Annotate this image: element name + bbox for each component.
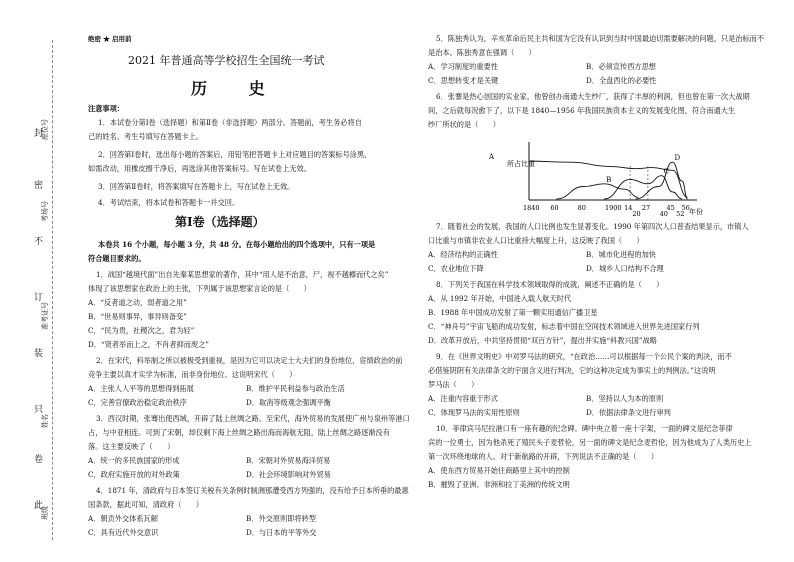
intro-line: 符合题目要求的。	[88, 254, 146, 263]
question-line: 第一次环绕地球的人。对于新航路的开辟，下列说法不正确的是（ ）	[428, 452, 659, 461]
chart-series-label: A	[489, 153, 495, 162]
option: A．主张人人平等的思想得到拓展	[88, 384, 194, 393]
option: C．思想转变才是关键	[428, 76, 499, 85]
chart-series-label: B	[606, 175, 612, 184]
notes-line: 2．回答第Ⅰ卷时，选出每小题的答案后，用铅笔把答题卡上对应题目的答案标号涂黑，	[98, 150, 372, 159]
question-line: 纱厂所状的是（ ）	[428, 120, 500, 129]
option: B．坚持以人为本的原则	[586, 394, 664, 403]
chart-tick-label: 56	[681, 204, 690, 212]
margin-field-label: 班级	[41, 506, 49, 520]
chart-series-line	[556, 184, 638, 199]
question-line: 5．陈独秀认为，辛亥革命后民主共和国为它没有认识到当时中国最迫切需要解决的问题，只是治标而不	[436, 34, 765, 43]
chart-series-label: D	[674, 154, 681, 163]
subject-title: 历 史	[191, 79, 283, 98]
notes-line: 3．回答第Ⅱ卷时，将答案填写在答题卡上，写在试卷上无效。	[98, 182, 295, 191]
chart-xlabel: 年份	[689, 208, 703, 216]
question-line: 口比重与市镇非农业人口比重持大幅度上升，这反映了我国（ ）	[428, 236, 644, 245]
question-line: 1．战国“越境代面”出自先秦某思想家的著作，其中“用人是不治意，尸，视不越樽而代之矣”	[96, 270, 389, 279]
option: D．城乡人口结构不合理	[586, 264, 664, 273]
margin-field-label: 考场号	[41, 201, 49, 222]
option: A．使东西方贸易开始往商路里上其中的控制	[428, 466, 570, 475]
question-line: 10．菲律宾马尼拉港口有一座有趣的纪念碑。碑中央立着一座十字架，一面的碑文是纪念菲律	[436, 424, 733, 433]
chart-tick-label: 27	[641, 204, 651, 212]
question-line: 7．随着社会的发展，我国的人口比例也发生显著变化。1990 年第四次人口普查结果显示，市镇人	[436, 222, 749, 231]
question-line: 体现了该思想家在政治上的主张，下列属于该思想家言论的是（ ）	[88, 284, 311, 293]
option: A．注重内容重于形式	[428, 394, 498, 403]
option: A．统一的多民族国家的形成	[88, 456, 180, 465]
intro-line: 本卷共 16 个小题，每小题 3 分，共 48 分。在每小题给出的四个选项中，只有一项是	[98, 240, 376, 249]
question-line: 3．西汉时期，张骞出使西域，开辟了陆上丝绸之路。至宋代，海外贸易的发展使广州与泉州等港口	[96, 414, 410, 423]
chart-tick-label: 1900	[605, 204, 622, 212]
margin-seal-char: 只	[32, 404, 42, 413]
option: B．维护平民利益参与政治生活	[246, 384, 345, 393]
chart-tick-label: 1840	[523, 204, 540, 212]
question-line: 间，之后就每况愈下了，以下是 1840—1956 年我国民族资本主义的发展变化图，符合南通大生	[428, 106, 736, 115]
notes-line: 1．本试卷分第Ⅰ卷（选择题）和第Ⅱ卷（非选择题）两部分。答题前，考生务必将自	[98, 118, 362, 127]
option: B．宋朝对外贸易海洋贸易	[246, 456, 331, 465]
chart-series-label: C	[663, 167, 669, 176]
margin-seal-char: 装	[32, 348, 42, 357]
chart-tick-label: 60	[550, 204, 559, 212]
question-line: 8．下列关于我国在科学技术领域取得的成就，阐述不正确的是（ ）	[436, 280, 664, 289]
question-line: 9．在《世界文明史》中对罗马法的研究，“在政治……可以根据每一个公民个案的判决，而不	[436, 352, 732, 361]
option: B．摧毁了亚洲、非洲和拉丁美洲的传统文明	[428, 480, 570, 489]
binding-line	[52, 40, 53, 540]
chart-tick-label: 14	[624, 204, 633, 212]
question-line: 4．1871 年，清政府与日本签订关税有关条例时制测那遭受西方列强的，没有给予日本所垂的最惠	[96, 486, 409, 495]
question-line: 竞争主要以真才实学为标准，而非身份地位。这说明宋代（ ）	[88, 370, 297, 379]
option: A．“反者道之动，弱者道之用”	[88, 298, 187, 307]
notes-heading: 注意事项：	[88, 104, 124, 113]
secret-mark: 绝密 ★ 启用前	[88, 35, 132, 43]
question-line: 罗马法（ ）	[428, 380, 479, 389]
option: C．具有近代外交意识	[88, 528, 159, 537]
question-line: 6．张謇是热心创国的实业家，他曾创办南通大生纱厂，获得了丰厚的利润，但也曾在第一次大战期	[436, 92, 750, 101]
chart-tick-label: 80	[577, 204, 586, 212]
chart-tick-label: 40	[659, 210, 668, 218]
option: C．“神舟号”宇宙飞船的成功发射，标志着中国在空间技术领域进入世界先进国家行列	[428, 322, 700, 331]
option: C．农业地位下降	[428, 264, 484, 273]
option: D．“贤者举而上之，不肖者抑而废之”	[88, 340, 209, 349]
margin-field-label: 座位号	[41, 119, 49, 140]
exam-title: 2021 年普通高等学校招生全国统一考试	[128, 54, 325, 67]
question-line: 国条款，据此可知，清政府（ ）	[88, 500, 204, 509]
chart-tick-label: 52	[676, 210, 685, 218]
option: A．经济结构的正确性	[428, 250, 498, 259]
option: B．必须宣传西方思想	[586, 62, 656, 71]
question-line: 宾的一位勇士，因为他杀死了殖民头子麦哲伦，另一面的碑文是纪念麦哲伦，因为他成为了人类历史上	[428, 438, 752, 447]
margin-seal-char: 密	[32, 180, 42, 189]
margin-seal-char: 封	[32, 128, 42, 137]
margin-seal-char: 卷	[32, 454, 42, 463]
capital-development-chart	[489, 140, 705, 218]
option: B．1988 年中国成功发射了第一颗实用通信广播卫星	[428, 308, 598, 317]
question-line: 占，与中亚相连。可到了宋朝，却仅剩下海上丝绸之路出海而海航无阻，陆上丝绸之路逐渐没有	[88, 428, 390, 437]
question-line: 必借鉴阴阴有关法律条文的宇面含义进行判决，它的这种决定成为事实上的判例法。”这说明	[428, 366, 716, 375]
option: C．体现罗马法的实用性原则	[428, 408, 520, 417]
notes-line: 4．考试结束，将本试卷和答题卡一并交回。	[98, 198, 240, 207]
option: D．取消等级观念强调平衡	[246, 398, 331, 407]
option: B．外交原则即将转型	[246, 514, 316, 523]
section-title: 第Ⅰ卷（选择题）	[175, 215, 265, 229]
question-line: 落。这主要反映了（ ）	[88, 442, 175, 451]
option: D．全盘西化的必要性	[586, 76, 657, 85]
chart-tick-label: 45	[666, 204, 675, 212]
margin-field-label: 准考证号	[41, 302, 49, 330]
chart-ylabel: 所占比重	[507, 160, 535, 168]
margin-seal-char: 此	[32, 500, 42, 509]
chart-series-line	[636, 162, 688, 199]
margin-seal-char: 不	[32, 236, 42, 245]
option: A．朝贡外交体系瓦解	[88, 514, 158, 523]
option: C．完善官僚政治稳定政治秩序	[88, 398, 187, 407]
chart-tick-label: 20	[632, 210, 641, 218]
question-line: 是治本。陈独秀意在强调（ ）	[428, 48, 536, 57]
notes-line: 如需改动，用橡皮擦干净后，再选涂其他答案标号。写在试卷上无效。	[88, 164, 311, 173]
option: D．改革开放后，中共坚持贯彻“双百方针”，提出并实施“科教兴国”战略	[428, 336, 657, 345]
option: C．政府实施开放的对外政策	[88, 470, 180, 479]
option: A．学习制度的重要性	[428, 62, 498, 71]
option: B．城市化进程的加快	[586, 250, 656, 259]
option: B．“世易则事异，事异则备变”	[88, 312, 187, 321]
option: A．从 1992 年开始，中国进入载人航天时代	[428, 294, 572, 303]
margin-seal-char: 订	[32, 292, 42, 301]
question-line: 2．在宋代，科举制之所以被极受到重视，是因为它可以决定士大夫们的身份地位，宦绩政治的前	[96, 356, 403, 365]
option: C．“民为贵，社稷次之，君为轻”	[88, 326, 195, 335]
notes-line: 己的姓名、考生号填写在答题卡上。	[88, 132, 204, 141]
option: D．依据法律条文进行审判	[586, 408, 671, 417]
option: D．社会环境影响对外贸易	[246, 470, 331, 479]
option: D．与日本的平等外交	[246, 528, 317, 537]
margin-field-label: 姓名	[41, 414, 49, 428]
